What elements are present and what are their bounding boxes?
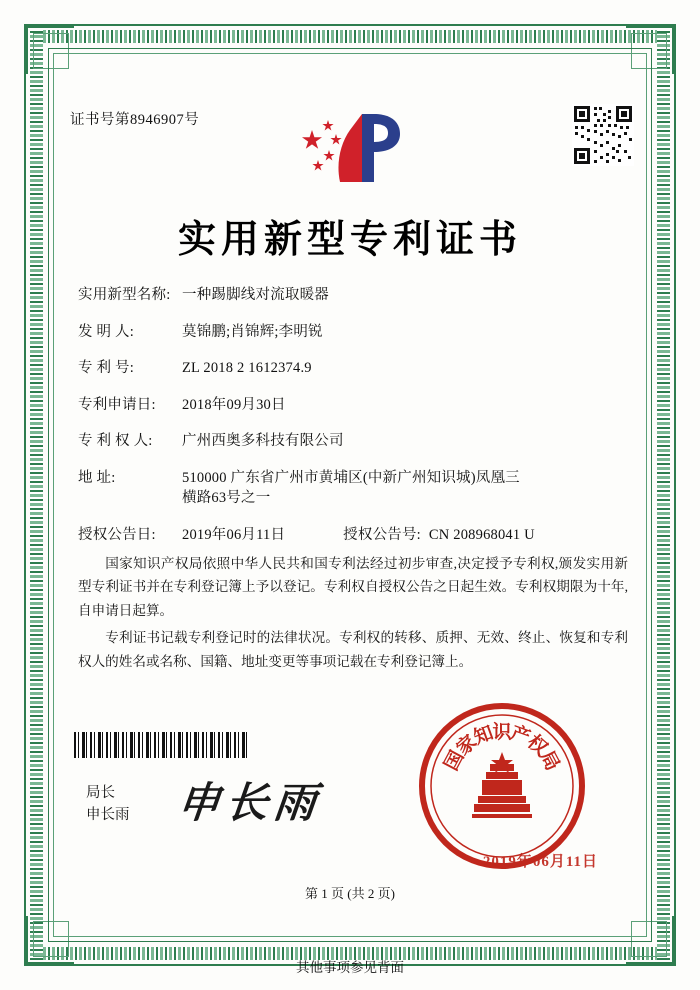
field-row-patent-number	[78, 361, 630, 376]
sipo-logo-icon	[296, 108, 426, 188]
field-label-announcement-number: 授权公告号:	[343, 526, 421, 543]
official-seal	[416, 700, 588, 872]
field-list	[78, 288, 630, 564]
field-value-patent-number: ZL 2018 2 1612374.9	[182, 360, 312, 376]
svg-text:国: 国	[441, 747, 469, 775]
field-label-announcement-date: 授权公告日:	[78, 526, 156, 543]
svg-text:识: 识	[492, 722, 512, 743]
svg-text:家: 家	[452, 731, 481, 760]
field-row-address	[78, 471, 630, 506]
footer-note: 其他事项参见背面	[296, 960, 404, 975]
legal-text	[78, 552, 628, 677]
director-name-label: 申长雨	[86, 807, 130, 824]
field-label-patent-number: 专 利 号:	[78, 360, 134, 376]
announcement-date: 2019年06月11日	[182, 526, 286, 543]
handwritten-signature: 申长雨	[175, 778, 325, 827]
page-number: 第 1 页 (共 2 页)	[305, 886, 395, 901]
field-value-application-date: 2018年09月30日	[182, 396, 286, 413]
svg-text:知: 知	[471, 722, 497, 749]
border-band-left	[30, 30, 43, 960]
address-line-1: 510000 广东省广州市黄埔区(中新广州知识城)凤凰三	[182, 469, 520, 486]
border-band-top	[30, 30, 670, 43]
certificate-number: 证书号第8946907号	[70, 112, 200, 128]
field-label-patentee: 专 利 权 人:	[78, 433, 153, 449]
field-value-inventor: 莫锦鹏;肖锦辉;李明锐	[182, 323, 323, 340]
paragraph-1: 国家知识产权局依照中华人民共和国专利法经过初步审查,决定授予专利权,颁发实用新型专利证书并在专利登记簿上予以登记。专利权自授权公告之日起生效。专利权期限为十年,自申请日起算。	[78, 556, 628, 618]
announcement-number: CN 208968041 U	[428, 526, 535, 543]
certificate-content	[60, 60, 640, 930]
field-label-inventor: 发 明 人:	[78, 323, 134, 340]
field-value-utility-model-name: 一种踢脚线对流取暖器	[182, 287, 329, 303]
barcode	[74, 732, 250, 758]
field-label-address: 地 址:	[78, 469, 116, 486]
address-line-2: 横路63号之一	[182, 490, 271, 506]
field-row-patentee	[78, 434, 630, 449]
qr-code-icon	[572, 104, 634, 166]
field-row-name	[78, 288, 630, 303]
field-label-utility-model-name: 实用新型名称:	[78, 287, 171, 303]
field-row-application-date	[78, 398, 630, 413]
svg-text:权: 权	[523, 731, 552, 760]
seal-date: 2019年06月11日	[482, 854, 598, 870]
field-value-announcement	[182, 528, 630, 543]
svg-text:局: 局	[535, 747, 563, 775]
signature-labels	[86, 782, 130, 827]
page-title: 实用新型专利证书	[177, 219, 522, 261]
paragraph-2: 专利证书记载专利登记时的法律状况。专利权的转移、质押、无效、终止、恢复和专利权人的姓名或名称、国籍、地址变更等事项记载在专利登记簿上。	[78, 630, 628, 669]
field-row-inventor	[78, 325, 630, 340]
director-title-label: 局长	[86, 785, 115, 801]
border-band-right	[657, 30, 670, 960]
field-label-application-date: 专利申请日:	[78, 396, 156, 413]
svg-text:产: 产	[507, 722, 533, 749]
field-value-patentee: 广州西奥多科技有限公司	[182, 433, 344, 449]
field-value-address	[182, 471, 630, 506]
field-row-announcement	[78, 528, 630, 543]
